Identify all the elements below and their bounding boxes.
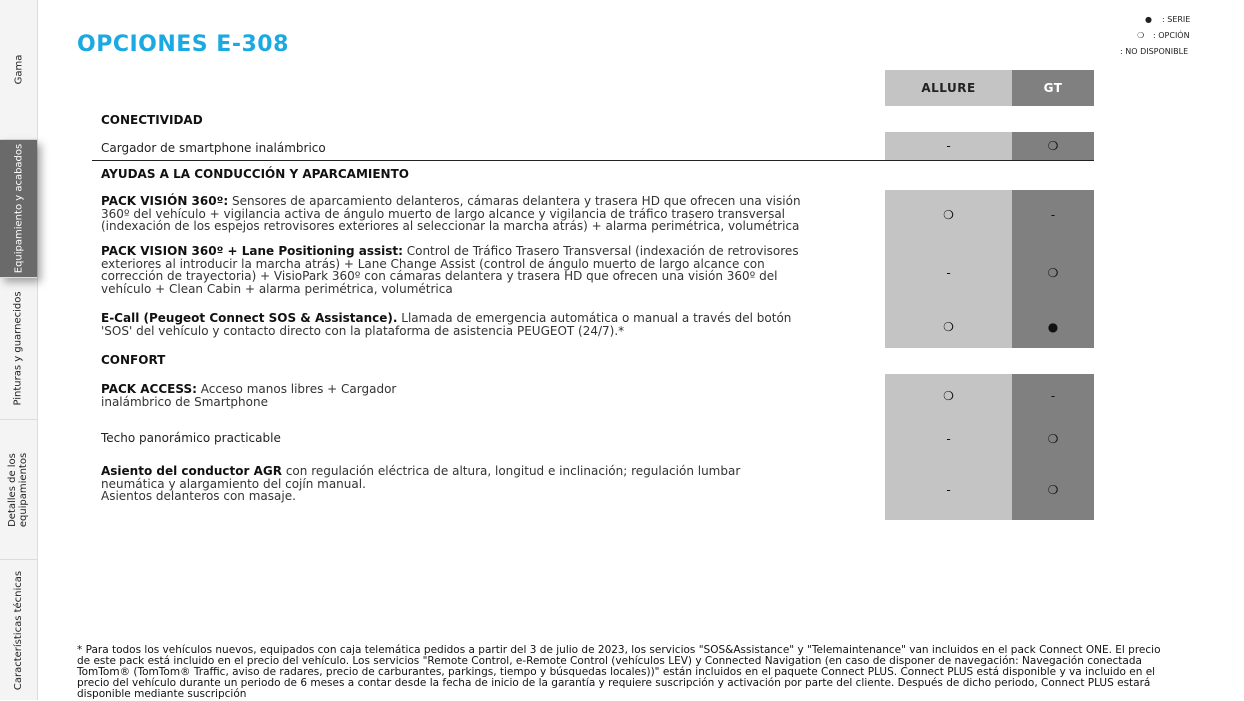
sidebar-tab-label: Características técnicas [13, 570, 25, 690]
option-row-label [101, 383, 401, 408]
option-description: Sensores de aparcamiento delanteros, cámaras delantera y trasera HD que ofrecen una visión 360º del vehículo + vigilancia activa de ángulo muerto de largo alcance y vigilancia de tráfico trasero transversal (indexación de los espejos retrovisores exteriores al seleccionar la marcha atrás) + alarma perimétrica, volumétrica [101, 194, 801, 233]
cell-allure: - [885, 240, 1012, 306]
sidebar-tab-pinturas[interactable] [0, 278, 37, 420]
option-row-label [101, 432, 821, 445]
option-title: Techo panorámico practicable [101, 431, 281, 445]
sidebar-tab-label: Gama [13, 54, 24, 85]
cell-allure: - [885, 460, 1012, 520]
section-ayudas: AYUDAS A LA CONDUCCIÓN Y APARCAMIENTO [101, 167, 409, 181]
option-row-label [101, 312, 821, 337]
cell-gt: ❍ [1012, 418, 1094, 460]
sidebar-nav [0, 0, 38, 700]
legend-serie: : SERIE [1162, 15, 1191, 24]
option-description: con regulación eléctrica de altura, longitud e inclinación; regulación lumbar neumática y alargamiento del cojín manual. [101, 464, 741, 491]
cell-allure: ❍ [885, 306, 1012, 348]
option-description-extra: Asientos delanteros con masaje. [101, 489, 296, 503]
cell-gt: ● [1012, 306, 1094, 348]
sidebar-tab-gama[interactable] [0, 0, 37, 140]
opcion-symbol: ❍ [1137, 31, 1145, 40]
option-description: Acceso manos libres + Cargador inalámbrico de Smartphone [101, 382, 397, 409]
footnote: * Para todos los vehículos nuevos, equipados con caja telemática pedidos a partir del 3 de julio de 2023, los servicios "SOS&Assistance" y "Telemaintenance" van incluidos en el pack Connect ONE. El precio de este pack está incluido en el precio del vehículo. Los servicios "Remote Control, e-Remote Control (vehículos LEV) y Connected Navigation (en caso de disponer de navegación: Navegación conectada TomTom® (TomTom® Traffic, aviso de radares, precio de carburantes, parkings, tiempo y búsquedas locales))" están incluidos en el paquete Connect PLUS. Connect PLUS está disponible y va incluido en el precio del vehículo durante un periodo de 6 meses a contar desde la fecha de inicio de la garantía y requiere suscripción y activación por parte del cliente. Después de dicho periodo, Connect PLUS estará disponible mediante suscripción [77, 643, 1161, 701]
sidebar-tab-caracteristicas[interactable] [0, 560, 37, 700]
cell-allure: ❍ [885, 374, 1012, 418]
option-title: Asiento del conductor AGR [101, 464, 283, 478]
option-row-label [101, 142, 821, 155]
option-title: Cargador de smartphone inalámbrico [101, 141, 326, 155]
sidebar-tab-detalles[interactable] [0, 420, 37, 560]
option-description: Control de Tráfico Trasero Transversal (indexación de retrovisores exteriores al introducir la marcha atrás) + Lane Change Assist (control de ángulo muerto de largo alcance con corrección de trayectoria) + VisioPark 360º con cámaras delantera y trasera HD que ofrecen una visión 360º del vehículo + Clean Cabin + alarma perimétrica, volumétrica [101, 244, 799, 296]
cell-gt: - [1012, 374, 1094, 418]
legend-opcion: : OPCIÓN [1153, 31, 1190, 40]
column-header-allure: ALLURE [885, 70, 1012, 106]
section-divider [92, 160, 1094, 161]
cell-allure: ❍ [885, 190, 1012, 240]
sidebar-tab-equipamiento[interactable] [0, 140, 37, 278]
option-title: PACK VISIÓN 360º: [101, 194, 229, 208]
legend-no-disponible: : NO DISPONIBLE [1120, 47, 1189, 56]
cell-gt: - [1012, 190, 1094, 240]
option-description: Llamada de emergencia automática o manual a través del botón 'SOS' del vehículo y contacto directo con la plataforma de asistencia PEUGEOT (24/7).* [101, 311, 792, 338]
cell-gt: ❍ [1012, 460, 1094, 520]
sidebar-tab-label: Pinturas y guarnecidos [13, 291, 25, 406]
option-row-label [101, 195, 821, 233]
option-row-label [101, 465, 801, 503]
option-title: E-Call (Peugeot Connect SOS & Assistance). [101, 311, 398, 325]
cell-allure: - [885, 418, 1012, 460]
section-conectividad: CONECTIVIDAD [101, 113, 203, 127]
option-row-label [101, 245, 821, 295]
option-title: PACK VISION 360º + Lane Positioning assist: [101, 244, 403, 258]
option-title: PACK ACCESS: [101, 382, 197, 396]
sidebar-tab-label: Detalles de los equipamientos [7, 452, 30, 527]
cell-gt: ❍ [1012, 240, 1094, 306]
sidebar-tab-label: Equipamiento y acabados [13, 143, 24, 274]
page-title: OPCIONES E-308 [77, 32, 289, 57]
section-confort: CONFORT [101, 353, 166, 367]
cell-allure: - [885, 132, 1012, 160]
column-header-gt: GT [1012, 70, 1094, 106]
cell-gt: ❍ [1012, 132, 1094, 160]
serie-symbol: ● [1145, 15, 1152, 24]
